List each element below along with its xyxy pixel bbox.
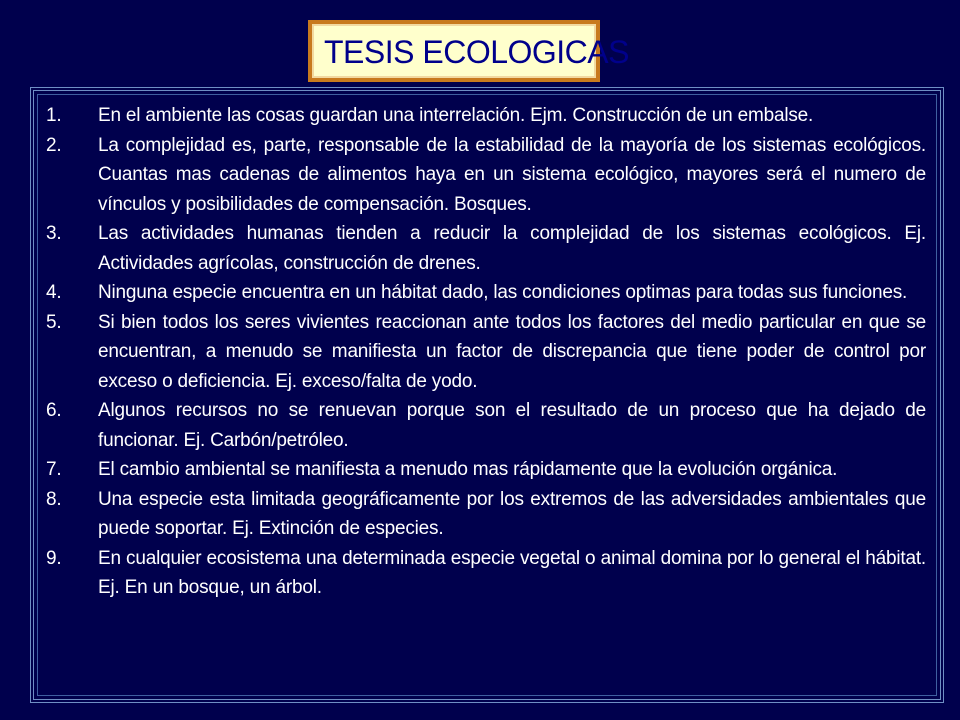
item-number: 4.	[46, 282, 62, 303]
item-text: Una especie esta limitada geográficamente por los extremos de las adversidades ambientales que puede soportar. Ej. Extinción de especies.	[98, 488, 926, 539]
item-text: Si bien todos los seres vivientes reaccionan ante todos los factores del medio particular en que se encuentran, a menudo se manifiesta un factor de discrepancia que tiene poder de control por exceso o deficiencia. Ej. exceso/falta de yodo.	[98, 311, 926, 392]
item-number: 1.	[46, 105, 62, 126]
list-item	[46, 219, 926, 278]
list-item	[46, 485, 926, 544]
list-item	[46, 101, 926, 131]
thesis-list	[46, 101, 926, 603]
item-text: En cualquier ecosistema una determinada especie vegetal o animal domina por lo general el hábitat. Ej. En un bosque, un árbol.	[98, 547, 926, 598]
list-item	[46, 308, 926, 397]
list-item	[46, 396, 926, 455]
item-text: Algunos recursos no se renuevan porque son el resultado de un proceso que ha dejado de funcionar. Ej. Carbón/petróleo.	[98, 400, 926, 451]
item-number: 2.	[46, 134, 62, 156]
slide-title: TESIS ECOLOGICAS	[324, 34, 629, 70]
list-item	[46, 544, 926, 603]
item-text: Las actividades humanas tienden a reducir la complejidad de los sistemas ecológicos. Ej. Actividades agrícolas, construcción de drenes.	[98, 223, 926, 274]
list-item	[46, 131, 926, 220]
item-number: 3.	[46, 223, 62, 244]
item-number: 6.	[46, 400, 62, 421]
item-text: El cambio ambiental se manifiesta a menudo mas rápidamente que la evolución orgánica.	[98, 459, 838, 480]
title-box	[308, 20, 629, 82]
item-number: 7.	[46, 459, 62, 480]
item-number: 5.	[46, 311, 62, 333]
item-text: En el ambiente las cosas guardan una interrelación. Ejm. Construcción de un embalse.	[98, 105, 814, 126]
list-item	[46, 455, 926, 485]
item-text: Ninguna especie encuentra en un hábitat dado, las condiciones optimas para todas sus funciones.	[98, 282, 908, 303]
item-number: 9.	[46, 547, 62, 569]
item-text: La complejidad es, parte, responsable de la estabilidad de la mayoría de los sistemas ecológicos. Cuantas mas cadenas de alimentos haya en un sistema ecológico, mayores será el numero de vínculos y posibilidades de compensación. Bosques.	[98, 134, 926, 215]
list-item	[46, 278, 926, 308]
item-number: 8.	[46, 488, 62, 510]
